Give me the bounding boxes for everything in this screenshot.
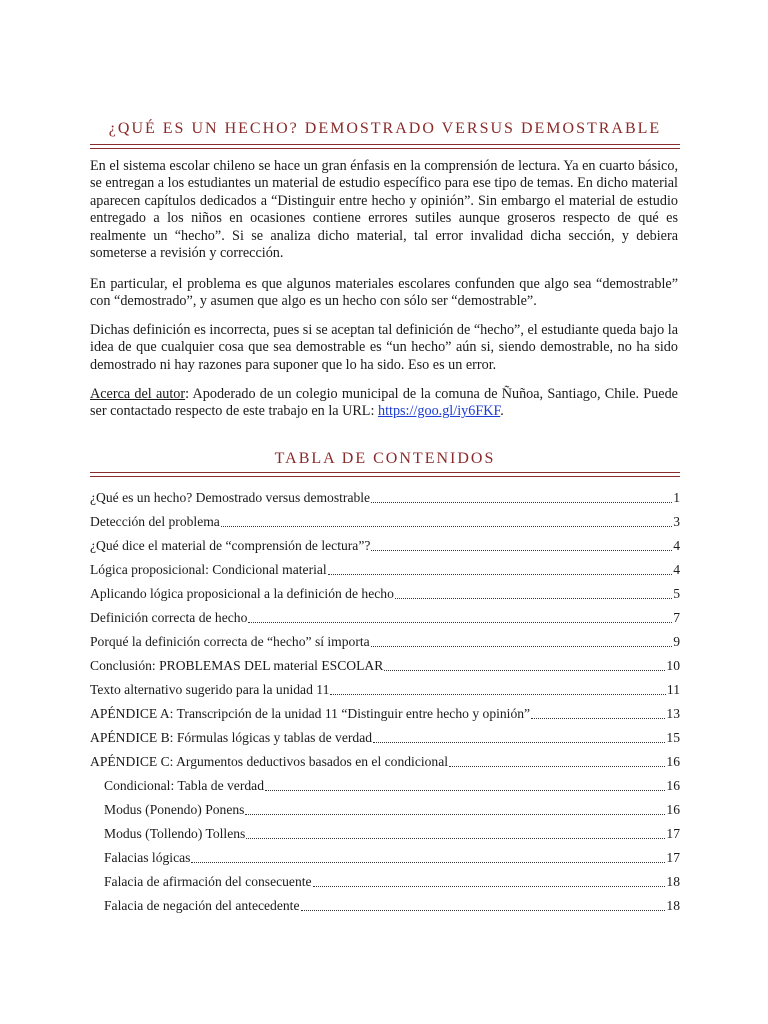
toc-entry-page: 17 [666,826,680,841]
toc-entry-title: Falacia de negación del antecedente [104,898,300,913]
toc-leader-dots [248,622,672,623]
toc-entry-page: 4 [673,562,680,577]
toc-entry-page: 15 [666,730,680,745]
toc-entry[interactable] [90,702,680,722]
toc-entry-title: Aplicando lógica proposicional a la definición de hecho [90,586,394,601]
problem-paragraph: En particular, el problema es que algunos materiales escolares confunden que algo sea “demostrable” con “demostrado”, y asumen que algo es un hecho con sólo ser “demostrable”. [90,276,678,310]
toc-leader-dots [328,574,673,575]
toc-entry-page: 7 [673,610,680,625]
toc-entry-title: ¿Qué es un hecho? Demostrado versus demostrable [90,490,371,505]
toc-entry-page: 10 [666,658,680,673]
toc-entry[interactable] [90,654,680,674]
toc-leader-dots [313,886,666,887]
toc-entry-page: 16 [666,754,680,769]
toc-entry-title: Modus (Tollendo) Tollens [104,826,246,841]
toc-heading-rule [90,472,680,473]
heading-rule-thin [90,148,680,149]
toc-entry-title: Porqué la definición correcta de “hecho” sí importa [90,634,370,649]
toc-entry-title: Definición correcta de hecho [90,610,248,625]
toc-entry[interactable] [90,750,680,770]
author-end: . [500,403,504,420]
toc-entry[interactable] [90,678,680,698]
toc-leader-dots [265,790,665,791]
toc-entry[interactable] [90,486,680,506]
toc-leader-dots [371,646,673,647]
toc-entry-page: 18 [666,898,680,913]
toc-entry-title: APÉNDICE A: Transcripción de la unidad 11 “Distinguir entre hecho y opinión” [90,706,531,721]
toc-leader-dots [330,694,666,695]
toc-entry-title: ¿Qué dice el material de “comprensión de lectura”? [90,538,371,553]
author-text: : Apoderado de un colegio municipal de la comuna de Ñuñoa, Santiago, Chile. Puede ser contactado respecto de este trabajo en la URL: [90,386,678,420]
toc-entry-title: Lógica proposicional: Condicional material [90,562,327,577]
toc-entry-page: 17 [666,850,680,865]
toc-entry-page: 11 [666,682,680,697]
toc-entry-page: 18 [666,874,680,889]
author-paragraph [90,386,678,421]
toc-entry[interactable] [104,798,680,818]
toc-entry[interactable] [90,510,680,530]
toc-leader-dots [245,814,665,815]
toc-leader-dots [531,718,665,719]
toc-entry[interactable] [90,558,680,578]
toc-entry-page: 9 [673,634,680,649]
toc-leader-dots [301,910,666,911]
heading-rule [90,144,680,145]
toc-entry-title: APÉNDICE C: Argumentos deductivos basados en el condicional [90,754,449,769]
toc-entry[interactable] [104,894,680,914]
toc-entry-title: APÉNDICE B: Fórmulas lógicas y tablas de verdad [90,730,373,745]
toc-entry[interactable] [104,774,680,794]
toc-heading: TABLA DE CONTENIDOS [274,450,496,467]
toc-entry-page: 16 [666,802,680,817]
toc-entry-title: Modus (Ponendo) Ponens [104,802,245,817]
toc-leader-dots [384,670,665,671]
toc-entry-page: 5 [673,586,680,601]
toc-entry[interactable] [104,846,680,866]
toc-entry-title: Falacias lógicas [104,850,191,865]
section-heading: ¿QUÉ ES UN HECHO? DEMOSTRADO VERSUS DEMOSTRABLE [108,120,662,137]
toc-entry[interactable] [104,870,680,890]
toc-entry-title: Detección del problema [90,514,220,529]
toc-leader-dots [449,766,665,767]
toc-entry[interactable] [90,606,680,626]
toc-entry-title: Falacia de afirmación del consecuente [104,874,312,889]
toc-entry-page: 1 [673,490,680,505]
toc-leader-dots [395,598,672,599]
toc-leader-dots [221,526,672,527]
toc-leader-dots [371,550,672,551]
author-label: Acerca del autor [90,386,186,402]
toc-leader-dots [246,838,665,839]
toc-leader-dots [191,862,665,863]
toc-entry[interactable] [90,534,680,554]
toc-heading-rule-thin [90,476,680,477]
intro-paragraph: En el sistema escolar chileno se hace un gran énfasis en la comprensión de lectura. Ya en cuarto básico, se entregan a los estudiantes un material de estudio específico para ese tipo de temas. En dicho material aparecen capítulos dedicados a “Distinguir entre hecho y opinión”. Sin embargo el material de estudio entregado a los niños en ocasiones contiene errores sutiles aunque groseros respecto de qué es realmente un “hecho”. Si se analiza dicho material, tal error invalidad dicha sección, y debiera someterse a revisión y corrección. [90,158,678,262]
author-url-link[interactable]: https://goo.gl/iy6FKF [377,403,501,420]
definition-paragraph: Dichas definición es incorrecta, pues si se aceptan tal definición de “hecho”, el estudiante queda bajo la idea de que cualquier cosa que sea demostrable es “un hecho” aún si, siendo demostrable, no ha sido demostrado ni hay razones para suponer que lo ha sido. Eso es un error. [90,322,678,373]
toc-entry[interactable] [90,726,680,746]
toc-leader-dots [373,742,665,743]
toc-entry-page: 16 [666,778,680,793]
toc-entry[interactable] [104,822,680,842]
toc-leader-dots [371,502,672,503]
toc-entry[interactable] [90,582,680,602]
toc-entry-page: 13 [666,706,680,721]
toc-entry-title: Condicional: Tabla de verdad [104,778,264,793]
toc-entry-title: Texto alternativo sugerido para la unidad 11 [90,682,330,697]
toc-entry[interactable] [90,630,680,650]
toc-entry-page: 3 [673,514,680,529]
toc-entry-title: Conclusión: PROBLEMAS DEL material ESCOLAR [90,658,384,673]
toc-entry-page: 4 [673,538,680,553]
